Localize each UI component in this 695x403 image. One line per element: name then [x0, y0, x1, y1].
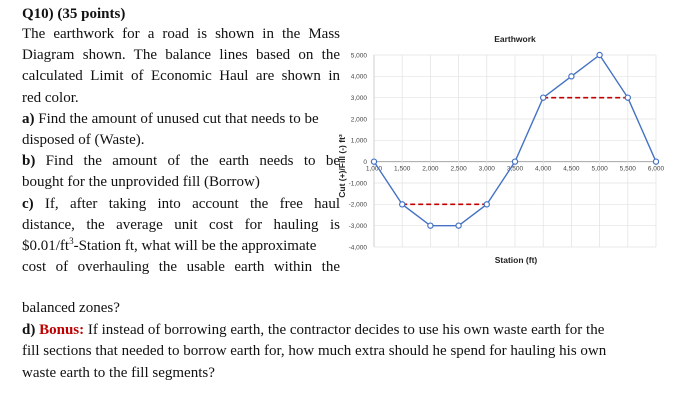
y-tick-label: 1,000 [350, 137, 367, 145]
part-c-line-4: balanced zones? [22, 300, 120, 316]
part-c-cost-after: -Station ft, what will be the approximate [73, 237, 317, 254]
part-d-line-2: fill sections that needed to borrow earth for, how much extra should he spend for hauling his own [22, 343, 607, 359]
part-c-line-2: distance, the average unit cost for hauling is [22, 216, 340, 233]
intro-line-3: calculated Limit of Economic Haul are shown in [22, 68, 340, 85]
earthwork-mass-diagram [336, 25, 666, 275]
intro-line-1: The earthwork for a road is shown in the Mass [22, 26, 340, 42]
x-tick-label: 3,000 [478, 165, 495, 173]
y-tick-label: -2,000 [348, 201, 367, 209]
y-tick-label: 0 [363, 158, 367, 166]
x-tick-label: 3,500 [506, 165, 524, 173]
question-left-column [22, 24, 340, 278]
y-tick-label: 5,000 [350, 52, 367, 60]
part-d-line-1 [22, 320, 662, 342]
x-tick-label: 5,500 [619, 165, 636, 173]
y-tick-label: -3,000 [348, 222, 367, 230]
data-point [541, 95, 546, 100]
x-tick-label: 1,000 [365, 165, 383, 173]
x-tick-label: 4,500 [563, 165, 580, 173]
part-a-line-2: disposed of (Waste). [22, 131, 145, 148]
part-c-cost-sup: 3 [69, 235, 74, 246]
question-title: Q10) (35 points) [22, 6, 126, 22]
x-tick-labels [366, 166, 665, 173]
chart-title: Earthwork [494, 34, 536, 44]
part-b-line-1 [22, 151, 340, 172]
chart-y-label: Cut (+)/Fill (-) ft³ [337, 134, 347, 198]
y-tick-label: -1,000 [348, 180, 367, 188]
x-tick-label: 2,500 [450, 165, 467, 173]
part-c-text-1: If, after taking into account the free haul [33, 195, 340, 212]
part-a-label: a) [22, 110, 35, 127]
x-tick-label: 4,000 [535, 165, 552, 173]
data-point [625, 95, 630, 100]
part-c-line-3: cost of overhauling the usable earth within the [22, 259, 340, 276]
part-d-line-3: waste earth to the fill segments? [22, 364, 215, 381]
chart-x-label: Station (ft) [494, 255, 538, 265]
x-tick-label: 6,000 [647, 165, 665, 173]
x-tick-label: 1,500 [394, 165, 411, 173]
y-tick-label: 2,000 [350, 116, 367, 124]
data-point [653, 159, 658, 164]
part-c-cost-line [22, 236, 340, 257]
data-point [484, 202, 489, 207]
y-tick-label: 4,000 [350, 73, 367, 81]
data-point [371, 159, 376, 164]
part-d-bonus: Bonus: [39, 321, 85, 338]
y-tick-labels [349, 52, 368, 251]
y-tick-label: 3,000 [350, 94, 367, 102]
data-point [428, 223, 433, 228]
part-c-line-1 [22, 194, 340, 215]
data-point [512, 159, 517, 164]
x-tick-label: 2,000 [422, 165, 439, 173]
chart-grid [374, 55, 656, 247]
part-c-cost-before: $0.01/ft [22, 237, 70, 254]
intro-line-2: Diagram shown. The balance lines based on the [22, 47, 340, 64]
part-b-text-1: Find the amount of the earth needs to be [35, 153, 340, 170]
part-c-label: c) [22, 195, 34, 212]
part-b-label: b) [22, 153, 36, 170]
part-a-text-1: Find the amount of unused cut that needs to be [34, 110, 319, 127]
part-d-label: d) [22, 321, 36, 338]
data-point [400, 202, 405, 207]
x-tick-label: 5,000 [591, 165, 608, 173]
part-b-line-2: bought for the unprovided fill (Borrow) [22, 174, 260, 191]
question-bottom-block [22, 298, 662, 384]
data-point [456, 223, 461, 228]
part-d-text-1: If instead of borrowing earth, the contractor decides to use his own waste earth for the [84, 321, 605, 338]
intro-line-4: red color. [22, 89, 79, 106]
data-point [569, 74, 574, 79]
y-tick-label: -4,000 [348, 244, 367, 252]
part-a-line-1 [22, 109, 340, 130]
data-point [597, 52, 602, 57]
